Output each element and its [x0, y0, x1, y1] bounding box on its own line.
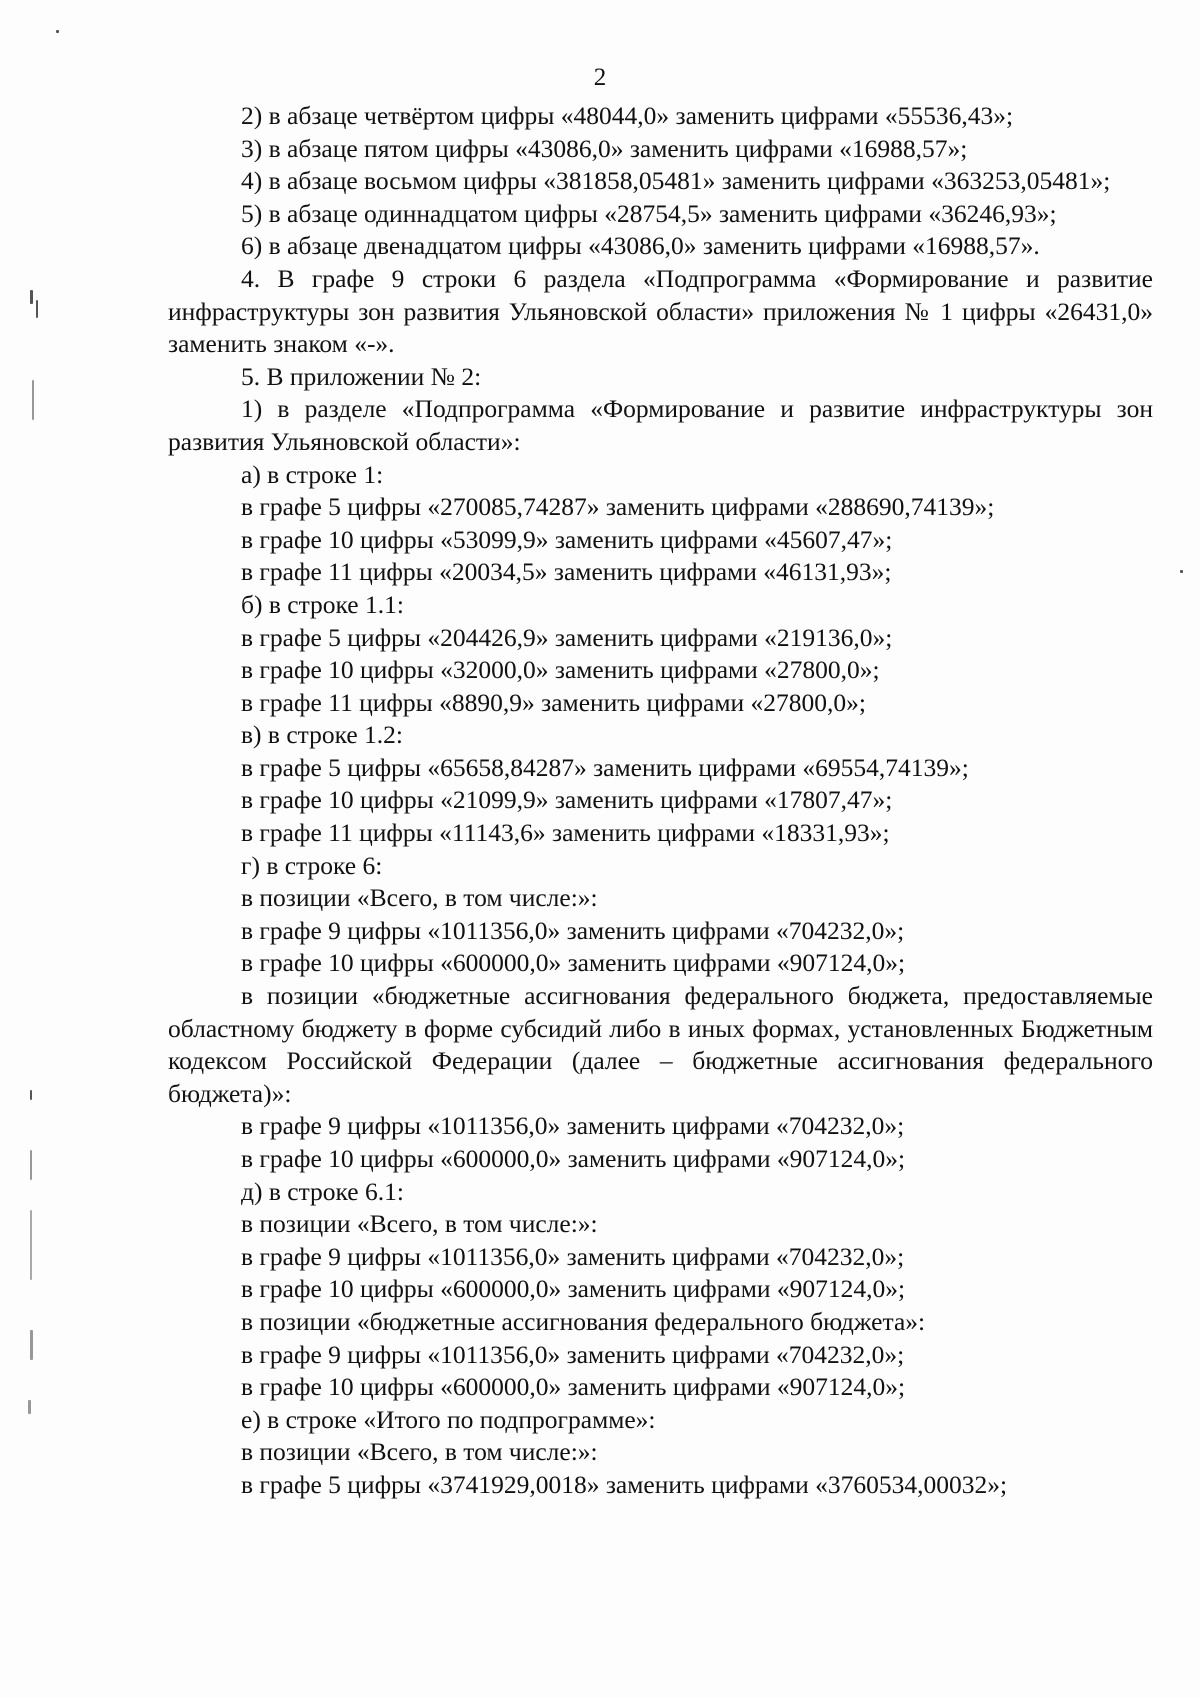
paragraph: 5. В приложении № 2:: [241, 361, 482, 391]
paragraph: в графе 10 цифры «32000,0» заменить цифрами «27800,0»;: [241, 655, 880, 685]
paragraph: в позиции «Всего, в том числе:»:: [241, 883, 598, 913]
paragraph: 6) в абзаце двенадцатом цифры «43086,0» заменить цифрами «16988,57».: [241, 231, 1040, 261]
paragraph: в позиции «бюджетные ассигнования федерального бюджета»:: [241, 1306, 926, 1336]
scan-speck: [56, 30, 59, 33]
paragraph: 5) в абзаце одиннадцатом цифры «28754,5» заменить цифрами «36246,93»;: [241, 198, 1057, 228]
paragraph: в графе 5 цифры «3741929,0018» заменить цифрами «3760534,00032»;: [241, 1469, 1008, 1499]
scan-speck: [30, 1330, 33, 1360]
paragraph: в) в строке 1.2:: [241, 720, 404, 750]
paragraph: в графе 10 цифры «600000,0» заменить цифрами «907124,0»;: [241, 1144, 906, 1173]
paragraph: 3) в абзаце пятом цифры «43086,0» заменить цифрами «16988,57»;: [241, 133, 968, 163]
paragraph: в позиции «бюджетные ассигнования федерального бюджета, предоставляемые областному бюджету в форме субсидий либо в иных формах, установленных Бюджетным кодексом Российской Федерации (далее – бюджетные ассигнования федерального бюджета)»:: [168, 981, 1153, 1108]
paragraph: в графе 9 цифры «1011356,0» заменить цифрами «704232,0»;: [241, 1241, 905, 1271]
paragraph: в графе 9 цифры «1011356,0» заменить цифрами «704232,0»;: [241, 1111, 905, 1141]
paragraph: в графе 5 цифры «65658,84287» заменить цифрами «69554,74139»;: [241, 752, 969, 782]
paragraph: д) в строке 6.1:: [241, 1176, 404, 1206]
paragraph: в графе 10 цифры «600000,0» заменить цифрами «907124,0»;: [241, 948, 906, 978]
paragraph: в графе 9 цифры «1011356,0» заменить цифрами «704232,0»;: [241, 915, 905, 945]
scan-speck: [30, 1210, 32, 1280]
paragraph: 4) в абзаце восьмом цифры «381858,05481» заменить цифрами «363253,05481»;: [241, 166, 1111, 196]
scan-speck: [30, 290, 33, 304]
paragraph: в графе 10 цифры «53099,9» заменить цифрами «45607,47»;: [241, 524, 893, 554]
paragraph: а) в строке 1:: [241, 459, 384, 489]
scan-speck: [30, 1150, 32, 1180]
paragraph: г) в строке 6:: [241, 850, 383, 880]
paragraph: в графе 11 цифры «20034,5» заменить цифрами «46131,93»;: [241, 557, 892, 587]
paragraph: в графе 11 цифры «11143,6» заменить цифрами «18331,93»;: [241, 818, 890, 848]
page-number: 2: [593, 64, 607, 91]
paragraph: в графе 10 цифры «21099,9» заменить цифрами «17807,47»;: [241, 785, 893, 815]
paragraph: 2) в абзаце четвёртом цифры «48044,0» заменить цифрами «55536,43»;: [241, 101, 1014, 130]
scan-speck: [30, 1090, 32, 1100]
paragraph: е) в строке «Итого по подпрограмме»:: [241, 1404, 656, 1434]
paragraph: в позиции «Всего, в том числе:»:: [241, 1437, 598, 1467]
scan-speck: [32, 380, 34, 420]
paragraph: в графе 9 цифры «1011356,0» заменить цифрами «704232,0»;: [241, 1339, 905, 1369]
scan-speck: [1180, 570, 1183, 573]
scan-speck: [36, 300, 38, 318]
paragraph: в графе 5 цифры «204426,9» заменить цифрами «219136,0»;: [241, 622, 893, 652]
document-body: [168, 100, 1153, 1502]
paragraph: в позиции «Всего, в том числе:»:: [241, 1209, 598, 1239]
paragraph: 1) в разделе «Подпрограмма «Формирование и развитие инфраструктуры зон развития Ульяновской области»:: [168, 394, 1153, 456]
paragraph: в графе 10 цифры «600000,0» заменить цифрами «907124,0»;: [241, 1274, 906, 1304]
paragraph: б) в строке 1.1:: [241, 589, 404, 619]
paragraph: 4. В графе 9 строки 6 раздела «Подпрограмма «Формирование и развитие инфраструктуры зон развития Ульяновской области» приложения № 1 цифры «26431,0» заменить знаком «-».: [168, 263, 1153, 359]
paragraph: в графе 5 цифры «270085,74287» заменить цифрами «288690,74139»;: [241, 492, 995, 522]
paragraph: в графе 11 цифры «8890,9» заменить цифрами «27800,0»;: [241, 687, 866, 717]
paragraph: в графе 10 цифры «600000,0» заменить цифрами «907124,0»;: [241, 1372, 906, 1402]
scan-speck: [28, 1400, 31, 1414]
